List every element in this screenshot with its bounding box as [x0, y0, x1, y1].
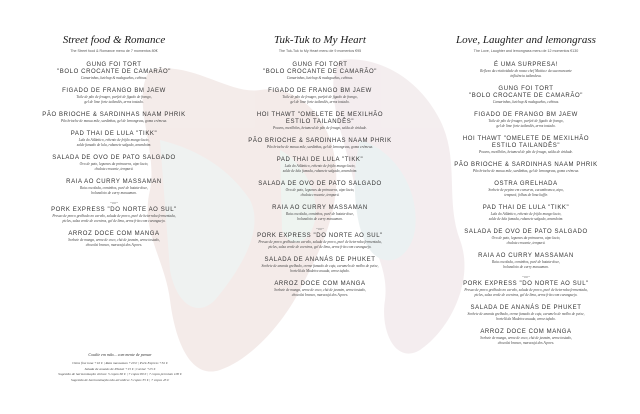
dish-name: ARROZ DOCE COM MANGA	[480, 329, 572, 335]
separator-ornament: ~oo~	[109, 200, 119, 205]
dish-name: PÃO BRIOCHE & SARDINHAS NAAM PHRIK	[248, 138, 392, 144]
menu-item	[426, 86, 626, 105]
menu-item	[426, 62, 626, 79]
menu-item	[426, 205, 626, 222]
menu-item	[426, 305, 626, 322]
dish-name: RAIA AO CURRY MASSAMAN	[66, 179, 162, 185]
footer-line: Sugestão de harmonização vinhos: 5 copos 60 € | 7 copos 80 € | 7 copos premium 100 €	[58, 372, 182, 376]
dish-description: Camarinhas, ketchup & malagueñas, cebinas.	[80, 76, 148, 80]
dish-description: Pouvos, mexilhões, betumeal de pão de fenugo, salda de áridade.	[272, 126, 368, 130]
menu-item	[426, 181, 626, 198]
menu-item	[14, 207, 214, 224]
menu-subtitle: The Tuk-Tuk to My Heart menu de 9 momentos €95	[278, 49, 362, 53]
dish-name: ARROZ DOCE COM MANGA	[274, 281, 366, 287]
dish-description: Sorbete de manga, arroz de coco, chá de jasmim, arroz tostado, chocolat branco, maracujá dos Açores.	[274, 288, 366, 297]
dish-name: PÃO BRIOCHE & SARDINHAS NAAM PHRIK	[454, 162, 598, 168]
dish-description: Presuo de porco grelhado no carvão, salada de porco, purê de beterraba fermentada, picles, salsa verde de coentros, gel de lima, arroz frito com caranguejo.	[258, 240, 382, 249]
menu-title: Tuk-Tuk to My Heart	[274, 34, 366, 46]
menu-title: Street food & Romance	[62, 34, 166, 46]
dish-name: É UMA SURPRESA!	[493, 62, 558, 68]
dish-description: Presuo de porco grelhado no carvão, salada de porco, purê de beterraba fermentada, picles, salsa verde de coentros, gel de lima, arroz frito com caranguejo.	[464, 288, 588, 297]
menu-item	[426, 162, 626, 174]
menu-item	[426, 329, 626, 346]
dish-name: SALADA DE OVO DE PATO SALGADO	[258, 181, 382, 187]
menu-item	[426, 253, 626, 270]
menu-item	[220, 62, 420, 81]
separator-ornament: ~oo~	[521, 274, 531, 279]
dish-description: Ovo de pato, legumes da primavera, aipo lacto, chalota crocante, tempurá.	[79, 162, 149, 171]
dish-description: Ovo de pato, legumes da primavera, aipo lacto, chalota crocante, tempurá.	[285, 188, 355, 197]
dish-name: PORK EXPRESS "DO NORTE AO SUL"	[257, 233, 383, 239]
dish-description: Sorbete de manga, arroz de coco, chá de jasmim, arroz tostado, chocolat branco, maracujá dos Açores.	[68, 238, 160, 247]
dish-description: Camarinhas, ketchup & malagueñas, cebinas.	[286, 76, 354, 80]
menu-item	[14, 88, 214, 105]
menu-item	[220, 257, 420, 274]
menu-item	[426, 229, 626, 246]
menu-subtitle: The Street food & Romance menu de 7 momentos 80€	[70, 49, 158, 53]
menu-item	[220, 205, 420, 222]
dish-name: PORK EXPRESS "DO NORTE AO SUL"	[51, 207, 177, 213]
dish-description: Pão brioche de massa mãe, sardinhas, gel de lemongrass, goma crémeux.	[60, 119, 168, 123]
footer-line: Sugestão de harmonização não alcoólica: 5 copos 35 € | 7 copos 45 €	[70, 377, 170, 382]
dish-description: Sorbete de ananás grelhado, creme fumado de caju, caramelo de molho de peixe, hortelã da Madeira assada, arroz tufado.	[467, 312, 585, 321]
dish-name: GUNG FOI TORT "BOLO CROCANTE DE CAMARÃO"	[469, 86, 583, 99]
dish-description: Sorbete de pepino em conserva, cucumbranca, aipo, tempurá, folhas de lima kaffir.	[488, 188, 564, 197]
dish-name: OSTRA GRELHADA	[494, 181, 558, 187]
dish-description: Pão brioche de massa mãe, sardinhas, gel de lemongrass, goma crémeux.	[266, 145, 374, 149]
dish-description: Raia cocolada, cominhos, purê de batata-doce, bolonaloto de curry massaman.	[285, 212, 355, 221]
dish-description: Raia cocolada, cominhos, purê de batata-doce, bolonaloto de curry massaman.	[491, 260, 561, 269]
dish-name: GUNG FOI TORT "BOLO CROCANTE DE CAMARÃO"	[57, 62, 171, 75]
dish-name: ARROZ DOCE COM MANGA	[68, 231, 160, 237]
dish-description: Lula do Atlântico, rebento de feijão mungo lacto, salde de lula fumada, rabanete salgado, amendoim.	[282, 164, 358, 173]
dish-name: RAIA AO CURRY MASSAMAN	[272, 205, 368, 211]
menu-item	[14, 131, 214, 148]
separator-ornament: ~oo~	[315, 226, 325, 231]
menu-item	[220, 281, 420, 298]
dish-name: FIGADO DE FRANGO BM JAEW	[268, 88, 372, 94]
dish-name: FIGADO DE FRANGO BM JAEW	[62, 88, 166, 94]
dish-name: PAD THAI DE LULA "TIKK"	[276, 157, 364, 163]
dish-description: Pouvos, mexilhões, betumeal de pão de fenugo, salda de áridade.	[478, 150, 574, 154]
menu-title: Love, Laughter and lemongrass	[456, 34, 596, 46]
menu-item	[220, 157, 420, 174]
dish-description: Camarinhas, ketchup & malagueñas, cebinas.	[492, 100, 560, 104]
menu-item	[14, 155, 214, 172]
menu-subtitle: The Love, Laughter and lemongrass menu de 12 momentos €130	[473, 49, 579, 53]
dish-description: Ovo de pato, legumes da primavera, aipo lacto, chalota crocante, tempurá.	[491, 236, 561, 245]
dish-name: PAD THAI DE LULA "TIKK"	[482, 205, 570, 211]
dish-name: SALADA DE OVO DE PATO SALGADO	[464, 229, 588, 235]
menu-column-tuk-tuk	[220, 34, 420, 305]
dish-description: Presuo de porco grelhado no carvão, salada de porco, purê de beterraba fermentada, picles, salsa verde de coentros, gel de lima, arroz frito com caranguejo.	[52, 214, 176, 223]
footer-title: Coutlie em mão... com mente de pensar	[88, 352, 152, 357]
menu-item	[426, 281, 626, 298]
dish-description: Lula do Atlântico, rebento de feijão mungo lacto, salde de lula fumada, rabanete salgado, amendoim.	[488, 212, 564, 221]
menu-item	[14, 179, 214, 196]
menu-item	[14, 231, 214, 248]
dish-name: SALADA DE ANANÁS DE PHUKET	[264, 257, 376, 263]
footer-line: Ostra fine tuna +16 € | Raia massaman +20 € | Pork Express +32 €	[72, 361, 168, 365]
dish-name: SALADA DE ANANÁS DE PHUKET	[470, 305, 582, 311]
dish-description: Tuile de pão de fenugre, parfeit de figado de frango, gel de lime forte tailandês, arroz tostado.	[282, 95, 358, 104]
dish-description: Pão brioche de massa mãe, sardinhas, gel de lemongrass, goma crémeux.	[472, 169, 580, 173]
dish-description: Tuile de pão de fenugre, parfeit de figado de frango, gel de lime forte tailandês, arroz tostado.	[488, 119, 564, 128]
footer-line: Salada de ananás de Phuket +15 € | Caviar +25 €	[84, 366, 156, 371]
menu-item	[220, 181, 420, 198]
dish-name: PAD THAI DE LULA "TIKK"	[70, 131, 158, 137]
menu-item	[220, 88, 420, 105]
menu-item	[220, 112, 420, 131]
dish-description: Raia cocolada, cominhos, purê de batata-doce, bolonaloto de curry massaman.	[79, 186, 149, 195]
dish-description: Sorbete de manga, arroz de coco, chá de jasmim, arroz tostado, chocolat branco, maracujá dos Açores.	[480, 336, 572, 345]
dish-name: HOI THAWT "OMELETE DE MEXILHÃO ESTILO TAILANDÊS"	[462, 136, 590, 149]
menu-item	[14, 62, 214, 81]
menu-item	[220, 233, 420, 250]
dish-name: PÃO BRIOCHE & SARDINHAS NAAM PHRIK	[42, 112, 186, 118]
dish-description: Lula do Atlântico, rebento de feijão mungo lacto, salde fumado de lula, rabanete salgado, amendoim.	[76, 138, 152, 147]
dish-name: FIGADO DE FRANGO BM JAEW	[474, 112, 578, 118]
dish-name: SALADA DE OVO DE PATO SALGADO	[52, 155, 176, 161]
menu-item	[220, 138, 420, 150]
dish-name: RAIA AO CURRY MASSAMAN	[478, 253, 574, 259]
menu-item	[426, 136, 626, 155]
dish-name: GUNG FOI TORT "BOLO CROCANTE DE CAMARÃO"	[263, 62, 377, 75]
menu-item	[426, 112, 626, 129]
supplements-footer	[20, 352, 220, 383]
menu-item	[14, 112, 214, 124]
dish-description: Tuile de pão de fenugre, parfeit de figado de frango, gel de lime forte tailandês, arroz tostado.	[76, 95, 152, 104]
menu-column-street-food	[14, 34, 214, 255]
dish-description: Sorbete de ananás grelhado, creme fumado de caju, caramelo de molho de peixe, hortelã da Madeira assada, arroz tufado.	[261, 264, 379, 273]
dish-description: Reflexo da criatividade do nosso chef Mattia e da sua marcante influência tailandesa.	[480, 69, 572, 78]
dish-name: PORK EXPRESS "DO NORTE AO SUL"	[463, 281, 589, 287]
dish-name: HOI THAWT "OMELETE DE MEXILHÃO ESTILO TAILANDÊS"	[256, 112, 384, 125]
menu-column-love-laughter	[426, 34, 626, 353]
